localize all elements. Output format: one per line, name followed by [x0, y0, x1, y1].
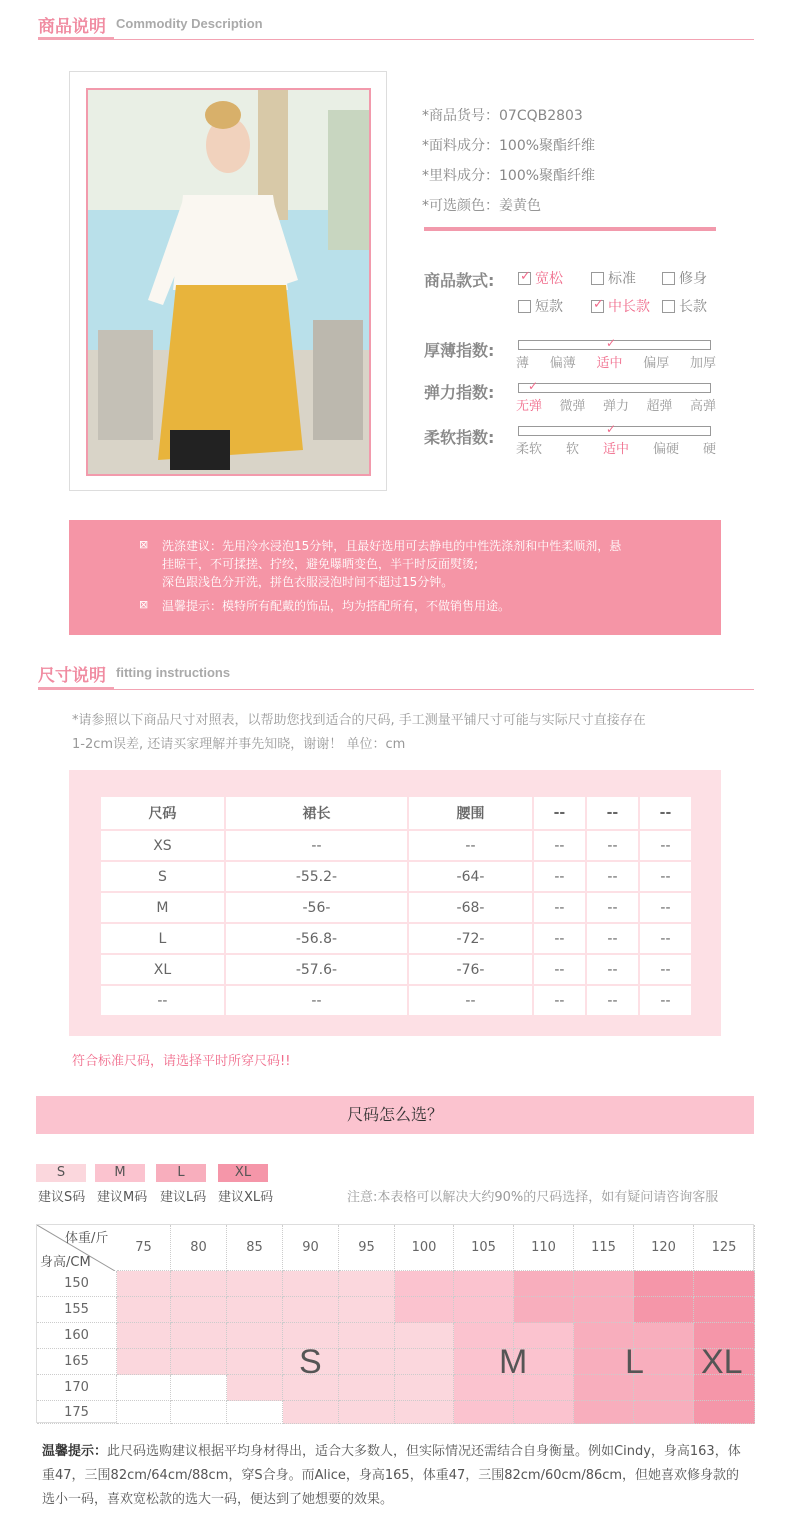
weight-header-cell: 75 — [117, 1225, 171, 1271]
size-grid-cell — [227, 1375, 283, 1401]
wash-advice-line-3: 深色跟浅色分开洗，拼色衣服浸泡时间不超过15分钟。 — [162, 575, 454, 589]
elastic-levels — [516, 395, 716, 414]
legend-label-xl: 建议XL码 — [218, 1190, 274, 1205]
elastic-level: 弹力 — [602, 399, 629, 414]
thickness-tick: ✓ — [606, 336, 617, 350]
info-item-lining: *里料成分：100%聚酯纤维 — [422, 168, 596, 184]
style-option-standard: 标准 — [591, 268, 636, 288]
style-option-slim: 修身 — [662, 268, 707, 288]
size-note-line-1: *请参照以下商品尺寸对照表，以帮助您找到适合的尺码, 手工测量平铺尺寸可能与实际尺寸直接存在 — [72, 713, 646, 728]
height-header-cell: 155 — [37, 1297, 117, 1323]
size-grid-cell — [634, 1401, 694, 1424]
size-table-row — [101, 986, 691, 1015]
section-subtitle-description: Commodity Description — [116, 16, 263, 31]
size-table-row — [101, 924, 691, 953]
wash-advice-line-1: 洗涤建议：先用冷水浸泡15分钟，且最好选用可去静电的中性洗涤剂和中性柔顺剂，悬 — [162, 539, 622, 553]
size-grid-cell — [454, 1401, 514, 1424]
size-table-cell: -- — [534, 924, 585, 953]
size-grid-cell — [395, 1375, 454, 1401]
section-divider — [38, 39, 754, 40]
size-grid-cell — [117, 1349, 171, 1375]
elastic-level: 高弹 — [689, 399, 716, 414]
info-item-code: *商品货号：07CQB2803 — [422, 108, 583, 124]
size-grid-cell — [171, 1349, 227, 1375]
size-grid-cell — [395, 1349, 454, 1375]
size-grid-cell — [339, 1297, 395, 1323]
notice-bullet-icon: ⊠ — [139, 538, 149, 551]
size-table-cell: -- — [101, 986, 224, 1015]
size-grid-cell — [694, 1297, 755, 1323]
size-table-cell: -- — [640, 862, 691, 891]
height-header-cell: 165 — [37, 1349, 117, 1375]
size-table-cell: M — [101, 893, 224, 922]
size-table-cell: -- — [640, 831, 691, 860]
size-grid-cell — [117, 1401, 171, 1424]
legend-note: 注意:本表格可以解决大约90%的尺码选择，如有疑问请咨询客服 — [347, 1190, 719, 1205]
size-grid-cell — [395, 1401, 454, 1424]
weight-header-cell: 100 — [395, 1225, 454, 1271]
size-table-cell: -- — [534, 955, 585, 984]
size-table-cell: -- — [534, 862, 585, 891]
footer-tip — [42, 1440, 752, 1512]
size-table-cell: -- — [534, 831, 585, 860]
legend-label-s: 建议S码 — [38, 1190, 86, 1205]
size-grid-cell — [395, 1271, 454, 1297]
size-table-cell: -76- — [409, 955, 532, 984]
size-grid-cell — [574, 1271, 634, 1297]
legend-label-m: 建议M码 — [97, 1190, 148, 1205]
section-title-sizing: 尺寸说明 — [38, 666, 106, 686]
size-grid-cell — [574, 1297, 634, 1323]
size-table-cell: -- — [640, 893, 691, 922]
size-grid-cell — [227, 1297, 283, 1323]
size-grid-cell — [454, 1297, 514, 1323]
thickness-label: 厚薄指数: — [424, 341, 495, 360]
size-grid-cell — [117, 1323, 171, 1349]
grid-size-label: M — [499, 1343, 528, 1381]
product-photo — [86, 88, 371, 476]
height-header-cell: 175 — [37, 1401, 117, 1424]
size-table-row — [101, 955, 691, 984]
size-note-line-2: 1-2cm误差, 还请买家理解并事先知晓，谢谢！ 单位：cm — [72, 737, 406, 752]
weight-header-cell: 125 — [694, 1225, 755, 1271]
softness-level-selected: 适中 — [602, 442, 629, 457]
section-title-description: 商品说明 — [38, 17, 106, 37]
thickness-level: 加厚 — [689, 356, 716, 371]
size-table-row — [101, 893, 691, 922]
size-table-cell: -64- — [409, 862, 532, 891]
size-table-cell: -72- — [409, 924, 532, 953]
legend-label-l: 建议L码 — [160, 1190, 207, 1205]
size-table-cell: -- — [587, 955, 638, 984]
size-table-row — [101, 862, 691, 891]
softness-level: 硬 — [702, 442, 716, 457]
size-table-header-cell: -- — [534, 797, 585, 829]
size-grid-cell — [117, 1271, 171, 1297]
size-table-row — [101, 831, 691, 860]
thickness-levels — [516, 352, 716, 371]
size-table-header-cell: 尺码 — [101, 797, 224, 829]
size-grid-cell — [694, 1271, 755, 1297]
height-header-cell: 170 — [37, 1375, 117, 1401]
elastic-level-selected: 无弹 — [516, 399, 543, 414]
info-item-fabric: *面料成分：100%聚酯纤维 — [422, 138, 596, 154]
elastic-level: 超弹 — [646, 399, 673, 414]
size-grid-cell — [227, 1401, 283, 1424]
size-grid-cell — [395, 1323, 454, 1349]
style-option-short: 短款 — [518, 296, 563, 316]
size-table-cell: -- — [534, 986, 585, 1015]
size-table — [99, 795, 693, 1017]
thickness-level-selected: 适中 — [596, 356, 623, 371]
how-to-choose-title: 尺码怎么选？ — [36, 1096, 754, 1134]
size-table-cell: XL — [101, 955, 224, 984]
info-item-color: *可选颜色：姜黄色 — [422, 198, 541, 214]
height-header-cell: 160 — [37, 1323, 117, 1349]
size-grid-cell — [634, 1271, 694, 1297]
size-table-header-cell: -- — [587, 797, 638, 829]
style-option-loose: ✓ 宽松 — [520, 268, 563, 287]
weight-axis-label: 体重/斤 — [65, 1231, 109, 1246]
size-grid-cell — [454, 1271, 514, 1297]
weight-header-cell: 95 — [339, 1225, 395, 1271]
size-table-cell: -68- — [409, 893, 532, 922]
elastic-tick: ✓ — [528, 379, 539, 393]
size-table-cell: -- — [226, 831, 407, 860]
size-grid-cell — [339, 1375, 395, 1401]
size-table-cell: -- — [587, 831, 638, 860]
size-grid-cell — [227, 1349, 283, 1375]
size-grid-cell — [171, 1297, 227, 1323]
weight-header-cell: 120 — [634, 1225, 694, 1271]
legend-swatch-xl: XL — [218, 1164, 268, 1182]
size-grid-cell — [171, 1271, 227, 1297]
info-divider — [424, 227, 716, 231]
elastic-level: 微弹 — [559, 399, 586, 414]
size-table-cell: L — [101, 924, 224, 953]
size-grid-cell — [117, 1297, 171, 1323]
weight-header-cell: 110 — [514, 1225, 574, 1271]
softness-level: 软 — [565, 442, 579, 457]
size-grid-cell — [117, 1375, 171, 1401]
size-table-cell: -- — [587, 893, 638, 922]
size-table-header-cell: -- — [640, 797, 691, 829]
care-notice-box — [69, 520, 721, 635]
grid-size-label: XL — [701, 1343, 743, 1381]
size-grid-cell — [171, 1401, 227, 1424]
thickness-level: 偏薄 — [549, 356, 576, 371]
size-table-cell: -57.6- — [226, 955, 407, 984]
size-table-cell: -55.2- — [226, 862, 407, 891]
size-table-cell: -56.8- — [226, 924, 407, 953]
size-table-header-cell: 裙长 — [226, 797, 407, 829]
size-table-cell: S — [101, 862, 224, 891]
size-table-cell: -- — [409, 986, 532, 1015]
elastic-label: 弹力指数: — [424, 383, 495, 402]
size-table-cell: -- — [534, 893, 585, 922]
size-grid-cell — [227, 1271, 283, 1297]
size-grid-cell — [339, 1323, 395, 1349]
notice-bullet-icon: ⊠ — [139, 598, 149, 611]
elastic-scale — [518, 383, 711, 393]
footer-tip-heading: 温馨提示： — [42, 1444, 108, 1459]
legend-swatch-s: S — [36, 1164, 86, 1182]
softness-levels — [516, 438, 716, 457]
size-table-cell: -- — [409, 831, 532, 860]
thickness-level: 偏厚 — [643, 356, 670, 371]
softness-level: 偏硬 — [652, 442, 679, 457]
size-table-cell: -- — [587, 862, 638, 891]
weight-header-cell: 105 — [454, 1225, 514, 1271]
size-table-cell: -- — [226, 986, 407, 1015]
size-table-cell: -- — [587, 986, 638, 1015]
size-table-cell: XS — [101, 831, 224, 860]
height-header-cell: 150 — [37, 1271, 117, 1297]
size-table-cell: -- — [640, 986, 691, 1015]
size-table-cell: -- — [640, 924, 691, 953]
size-table-header-cell: 腰围 — [409, 797, 532, 829]
size-grid-cell — [574, 1401, 634, 1424]
weight-header-cell: 85 — [227, 1225, 283, 1271]
softness-level: 柔软 — [516, 442, 543, 457]
softness-tick: ✓ — [606, 422, 617, 436]
style-option-midlength: ✓ 中长款 — [593, 296, 650, 315]
size-table-cell: -- — [640, 955, 691, 984]
weight-header-cell: 80 — [171, 1225, 227, 1271]
height-axis-label: 身高/CM — [40, 1255, 91, 1270]
size-grid-cell — [171, 1323, 227, 1349]
accessory-tip: 温馨提示：模特所有配戴的饰品，均为搭配所有，不做销售用途。 — [162, 599, 511, 613]
size-grid-cell — [514, 1401, 574, 1424]
size-grid-cell — [339, 1349, 395, 1375]
size-grid-cell — [171, 1375, 227, 1401]
size-table-cell: -- — [587, 924, 638, 953]
size-table-cell: -56- — [226, 893, 407, 922]
size-grid-cell — [283, 1401, 339, 1424]
legend-swatch-m: M — [95, 1164, 145, 1182]
wash-advice-line-2: 挂晾干，不可揉搓、拧绞，避免曝晒变色，半干时反面熨烫; — [162, 557, 479, 571]
size-grid-cell — [339, 1401, 395, 1424]
standard-size-note: 符合标准尺码，请选择平时所穿尺码!! — [72, 1054, 291, 1069]
size-table-header — [101, 797, 691, 829]
section-subtitle-sizing: fitting instructions — [116, 665, 231, 680]
size-grid-cell — [395, 1297, 454, 1323]
legend-swatch-l: L — [156, 1164, 206, 1182]
grid-size-label: L — [625, 1343, 644, 1381]
size-grid-cell — [514, 1297, 574, 1323]
size-grid-cell — [339, 1271, 395, 1297]
size-grid-cell — [694, 1401, 755, 1424]
style-label: 商品款式: — [424, 271, 495, 290]
thickness-level: 薄 — [516, 356, 530, 371]
weight-header-cell: 115 — [574, 1225, 634, 1271]
size-grid-cell — [634, 1297, 694, 1323]
size-grid-cell — [227, 1323, 283, 1349]
footer-tip-text: 此尺码选购建议根据平均身材得出，适合大多数人，但实际情况还需结合自身衡量。例如Cindy，身高163，体重47，三围82cm/64cm/88cm，穿S合身。而Alice，身高165，体重47，三围82cm/60cm/86cm，但她喜欢修身款的选小一码，喜欢宽松款的选大一码，便达到了她想要的效果。 — [42, 1444, 741, 1507]
style-option-long: 长款 — [662, 296, 707, 316]
softness-label: 柔软指数: — [424, 428, 495, 447]
section-divider — [38, 689, 754, 690]
size-recommendation-grid — [36, 1224, 754, 1423]
grid-size-label: S — [299, 1343, 322, 1381]
size-grid-cell — [283, 1297, 339, 1323]
size-grid-cell — [514, 1271, 574, 1297]
weight-header-cell: 90 — [283, 1225, 339, 1271]
size-grid-cell — [283, 1271, 339, 1297]
